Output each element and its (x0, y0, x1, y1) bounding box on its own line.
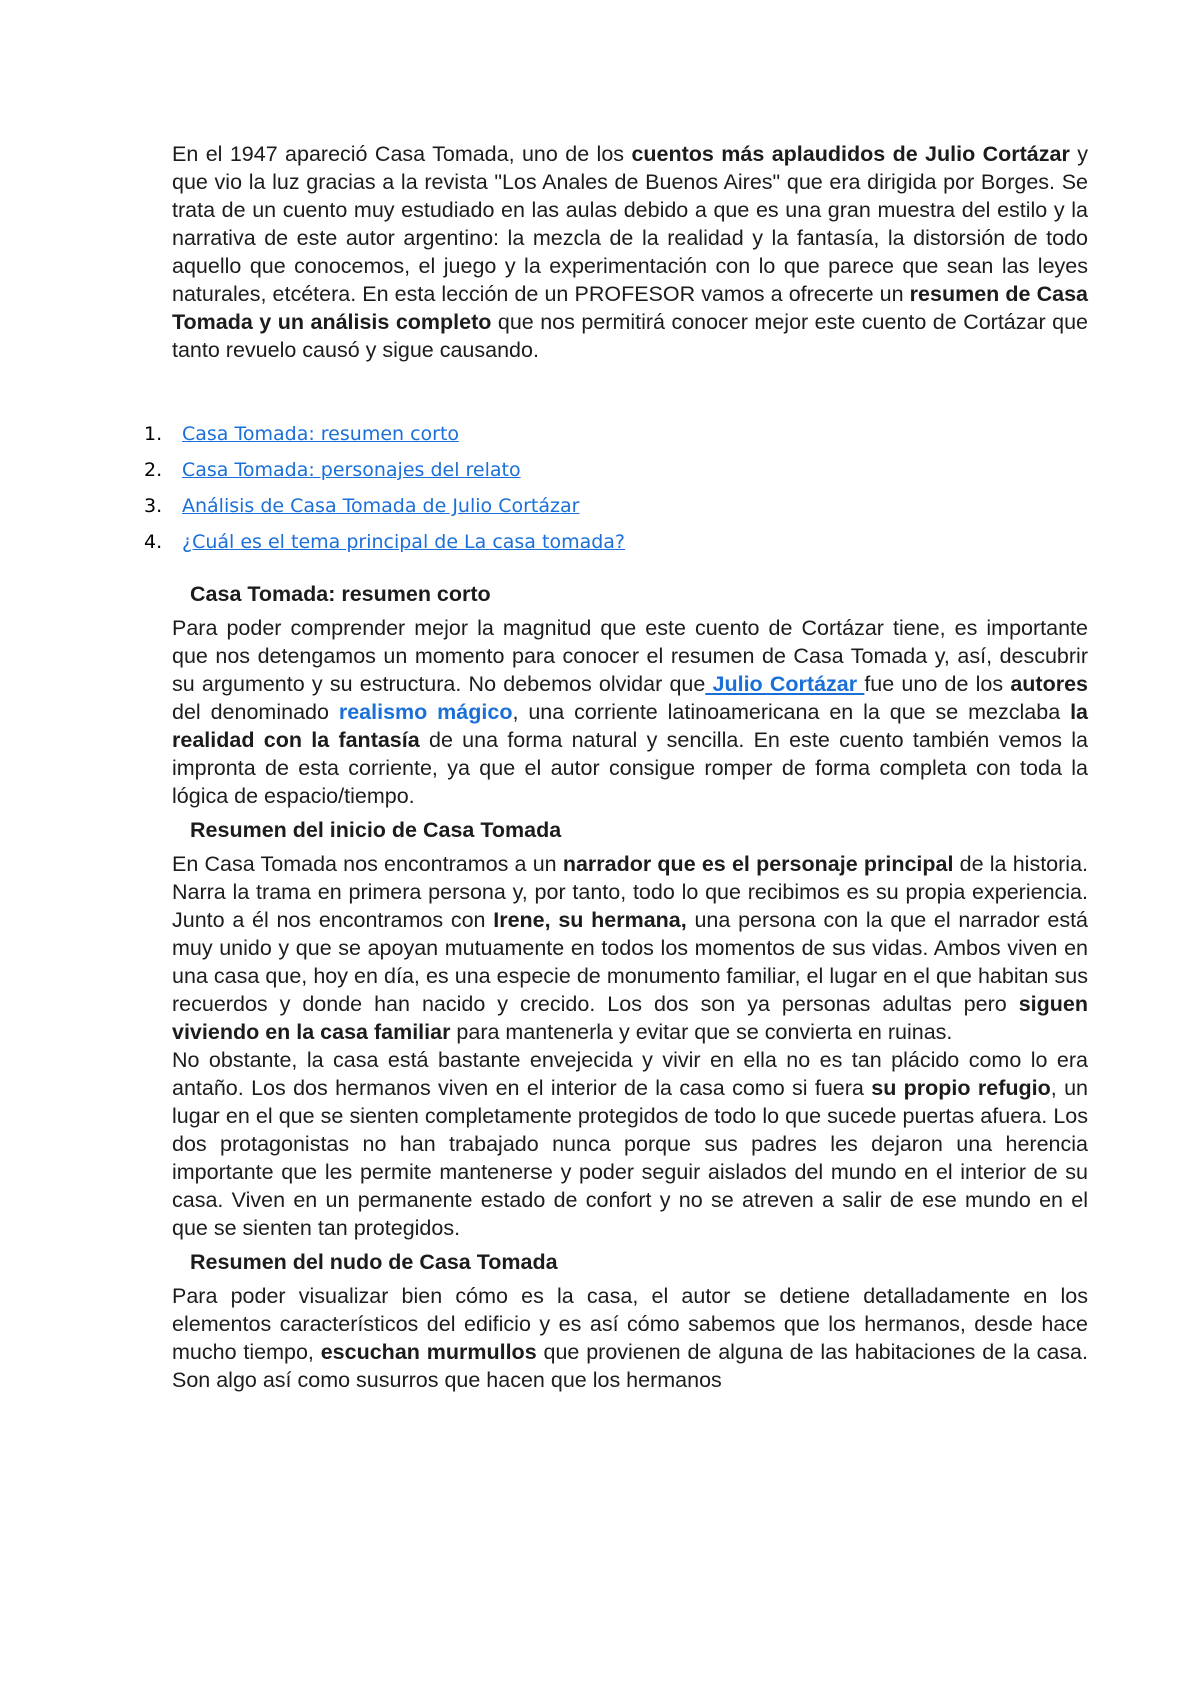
inicio2-text-1: No obstante, la casa está bastante envejecida y vivir en ella no es tan plácido como lo era antaño. Los dos hermanos viven en el interior de la casa como si fuera (172, 1048, 1088, 1100)
intro-bold-2: resumen de Casa Tomada y un análisis completo (172, 282, 1088, 334)
resumen-text-5: de una forma natural y sencilla. En este cuento también vemos la impronta de esta corriente, ya que el autor consigue romper de forma completa con toda la lógica de espacio/tiempo. (172, 728, 1089, 808)
inicio-bold-2: Irene, su hermana, (493, 908, 687, 932)
section-heading-resumen: Casa Tomada: resumen corto (190, 582, 491, 606)
toc-number: 3. (144, 495, 163, 517)
julio-cortazar-link[interactable]: Julio Cortázar (705, 672, 865, 696)
resumen-text-4: , una corriente latinoamericana en la que se mezclaba (512, 700, 1071, 724)
toc-number: 4. (144, 531, 163, 553)
toc-item (144, 524, 1088, 560)
document-page (144, 140, 1089, 1394)
section-nudo-paragraph (172, 1282, 1088, 1394)
resumen-text-3: del denominado (172, 700, 339, 724)
inicio-text-4: para mantenerla y evitar que se convierta en ruinas. (450, 1020, 953, 1044)
nudo-text-2: que provienen de alguna de las habitaciones de la casa. Son algo así como susurros que hacen que los hermanos (172, 1340, 1088, 1392)
intro-bold-1: cuentos más aplaudidos de Julio Cortázar (631, 142, 1070, 166)
nudo-bold-1: escuchan murmullos (320, 1340, 537, 1364)
section-resumen-paragraph (172, 614, 1088, 810)
inicio-text-1: En Casa Tomada nos encontramos a un (172, 852, 563, 876)
toc-link-resumen[interactable]: Casa Tomada: resumen corto (182, 423, 460, 445)
resumen-bold-1: autores (1010, 672, 1088, 696)
resumen-text-1: Para poder comprender mejor la magnitud que este cuento de Cortázar tiene, es importante que nos detengamos un momento para conocer el resumen de Casa Tomada y, así, descubrir su argumento y su estructura. No debemos olvidar que (172, 616, 1088, 696)
toc-number: 1. (144, 423, 163, 445)
inicio-bold-3: siguen viviendo en la casa familiar (172, 992, 1088, 1044)
toc-link-analisis[interactable]: Análisis de Casa Tomada de Julio Cortázar (182, 495, 580, 517)
resumen-bold-2: la realidad con la fantasía (172, 700, 1089, 752)
toc-number: 2. (144, 459, 163, 481)
resumen-text-2: fue uno de los (864, 672, 1011, 696)
intro-text-3: que nos permitirá conocer mejor este cuento de Cortázar que tanto revuelo causó y sigue causando. (172, 310, 1088, 362)
toc-item (144, 416, 1088, 452)
inicio-bold-1: narrador que es el personaje principal (562, 852, 954, 876)
inicio-text-3: una persona con la que el narrador está muy unido y que se apoyan mutuamente en todos los momentos de sus vidas. Ambos viven en una casa que, hoy en día, es una especie de monumento familiar, el lugar en el que habitan sus recuerdos y donde han nacido y crecido. Los dos son ya personas adultas pero (172, 908, 1089, 1016)
toc-link-tema[interactable]: ¿Cuál es el tema principal de La casa tomada? (182, 531, 626, 553)
section-heading-inicio: Resumen del inicio de Casa Tomada (190, 818, 562, 842)
table-of-contents (144, 416, 1088, 560)
intro-text-2: y que vio la luz gracias a la revista "Los Anales de Buenos Aires" que era dirigida por Borges. Se trata de un cuento muy estudiado en las aulas debido a que es una gran muestra del estilo y la narrativa de este autor argentino: la mezcla de la realidad y la fantasía, la distorsión de todo aquello que conocemos, el juego y la experimentación con lo que parece que sean las leyes naturales, etcétera. En esta lección de un PROFESOR vamos a ofrecerte un (172, 142, 1088, 306)
intro-text-1: En el 1947 apareció Casa Tomada, uno de los (172, 142, 632, 166)
inicio2-bold-1: su propio refugio (871, 1076, 1051, 1100)
nudo-text-1: Para poder visualizar bien cómo es la casa, el autor se detiene detalladamente en los elementos característicos del edificio y es así cómo sabemos que los hermanos, desde hace mucho tiempo, (172, 1284, 1088, 1364)
intro-paragraph (172, 140, 1088, 364)
inicio-text-2: de la historia. Narra la trama en primera persona y, por tanto, todo lo que recibimos es su propia experiencia. Junto a él nos encontramos con (172, 852, 1088, 932)
toc-item (144, 488, 1088, 524)
section-inicio-paragraph-2 (172, 1046, 1088, 1242)
toc-item (144, 452, 1088, 488)
inicio2-text-2: , un lugar en el que se sienten completamente protegidos de todo lo que sucede puertas afuera. Los dos protagonistas no han trabajado nunca porque sus padres les dejaron una herencia importante que les permite mantenerse y poder seguir aislados del mundo en el interior de su casa. Viven en un permanente estado de confort y no se atreven a salir de ese mundo en el que se sienten tan protegidos. (172, 1076, 1088, 1240)
toc-link-personajes[interactable]: Casa Tomada: personajes del relato (182, 459, 521, 481)
section-heading-nudo: Resumen del nudo de Casa Tomada (190, 1250, 558, 1274)
section-inicio-paragraph-1 (172, 850, 1088, 1046)
realismo-magico-link[interactable]: realismo mágico (338, 700, 513, 724)
